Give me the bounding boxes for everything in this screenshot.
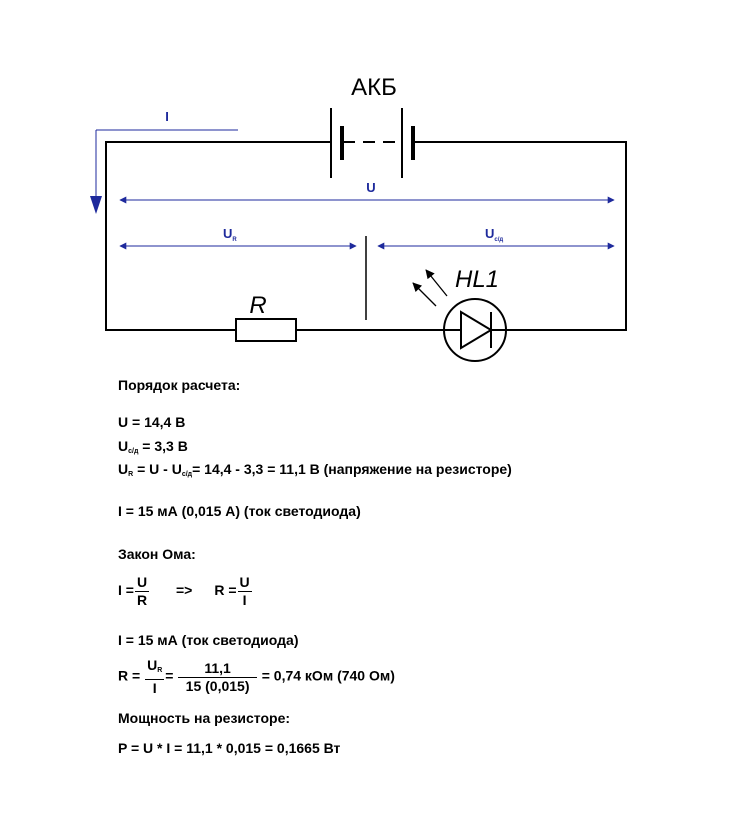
ohm-law-formulas: [118, 574, 253, 609]
ohm1-fraction: [135, 574, 149, 609]
resistor-symbol: [236, 319, 296, 341]
current-label: I: [165, 109, 169, 124]
resistance-calc: [118, 657, 395, 697]
ohm1-numerator: U: [136, 574, 148, 590]
battery-label: АКБ: [351, 74, 397, 101]
calc-voltage-resistor: [118, 460, 512, 484]
r-numerator-symbol: U: [147, 657, 158, 673]
ohm1-lhs: I =: [118, 582, 134, 599]
ohm-arrow: =>: [175, 582, 193, 599]
uled-subscript: с/д: [128, 448, 139, 455]
calc-voltage-led: [118, 437, 188, 461]
ur-subscript-led: с/д: [181, 471, 193, 478]
calc-current-2: I = 15 мА (ток светодиода): [118, 632, 299, 648]
ohm2-lhs: R =: [214, 582, 237, 599]
uled-symbol: U: [118, 438, 129, 454]
voltage-resistor-symbol: U: [223, 226, 233, 241]
r-numeric-numerator: 11,1: [178, 660, 256, 678]
resistor-label: R: [249, 292, 267, 319]
ohm2-denominator: I: [242, 592, 247, 608]
calc-voltage-total: U = 14,4 В: [118, 414, 186, 430]
ohm2-numerator: U: [239, 574, 250, 590]
r-fraction-symbolic: [145, 657, 164, 697]
ur-symbol: U: [118, 461, 129, 477]
ohm2-fraction: [238, 574, 252, 609]
battery-symbol: [331, 108, 413, 178]
r-equals: =: [165, 667, 174, 684]
voltage-resistor-label: [223, 226, 237, 243]
voltage-resistor-subscript: R: [232, 237, 237, 243]
r-fraction-numeric: [178, 660, 256, 695]
calc-current: I = 15 мА (0,015 А) (ток светодиода): [118, 503, 361, 519]
r-numerator-subscript: R: [157, 667, 163, 674]
r-denominator: I: [152, 680, 157, 696]
voltage-led-symbol: U: [485, 226, 495, 241]
voltage-total-label: U: [366, 180, 376, 195]
voltage-led-subscript: с/д: [494, 237, 504, 243]
calc-heading: Порядок расчета:: [118, 377, 241, 393]
r-result: = 0,74 кОм (740 Ом): [261, 667, 395, 684]
voltage-led-label: [485, 226, 503, 243]
ur-formula: = U - U: [133, 461, 182, 477]
circuit-diagram: [0, 0, 732, 380]
power-heading: Мощность на резисторе:: [118, 710, 291, 726]
r-numerator: [145, 657, 164, 680]
r-lhs: R =: [118, 667, 141, 684]
led-symbol: [444, 299, 506, 361]
ohm1-denominator: R: [136, 592, 148, 608]
ur-subscript: R: [128, 471, 134, 478]
ur-result: = 14,4 - 3,3 = 11,1 В (напряжение на резисторе): [192, 461, 512, 477]
ohm-law-heading: Закон Ома:: [118, 546, 196, 562]
led-label: HL1: [455, 266, 500, 293]
uled-value: = 3,3 В: [138, 438, 188, 454]
led-light-arrows: [413, 270, 447, 306]
power-calc: P = U * I = 11,1 * 0,015 = 0,1665 Вт: [118, 740, 341, 756]
r-numeric-denominator: 15 (0,015): [185, 677, 250, 694]
